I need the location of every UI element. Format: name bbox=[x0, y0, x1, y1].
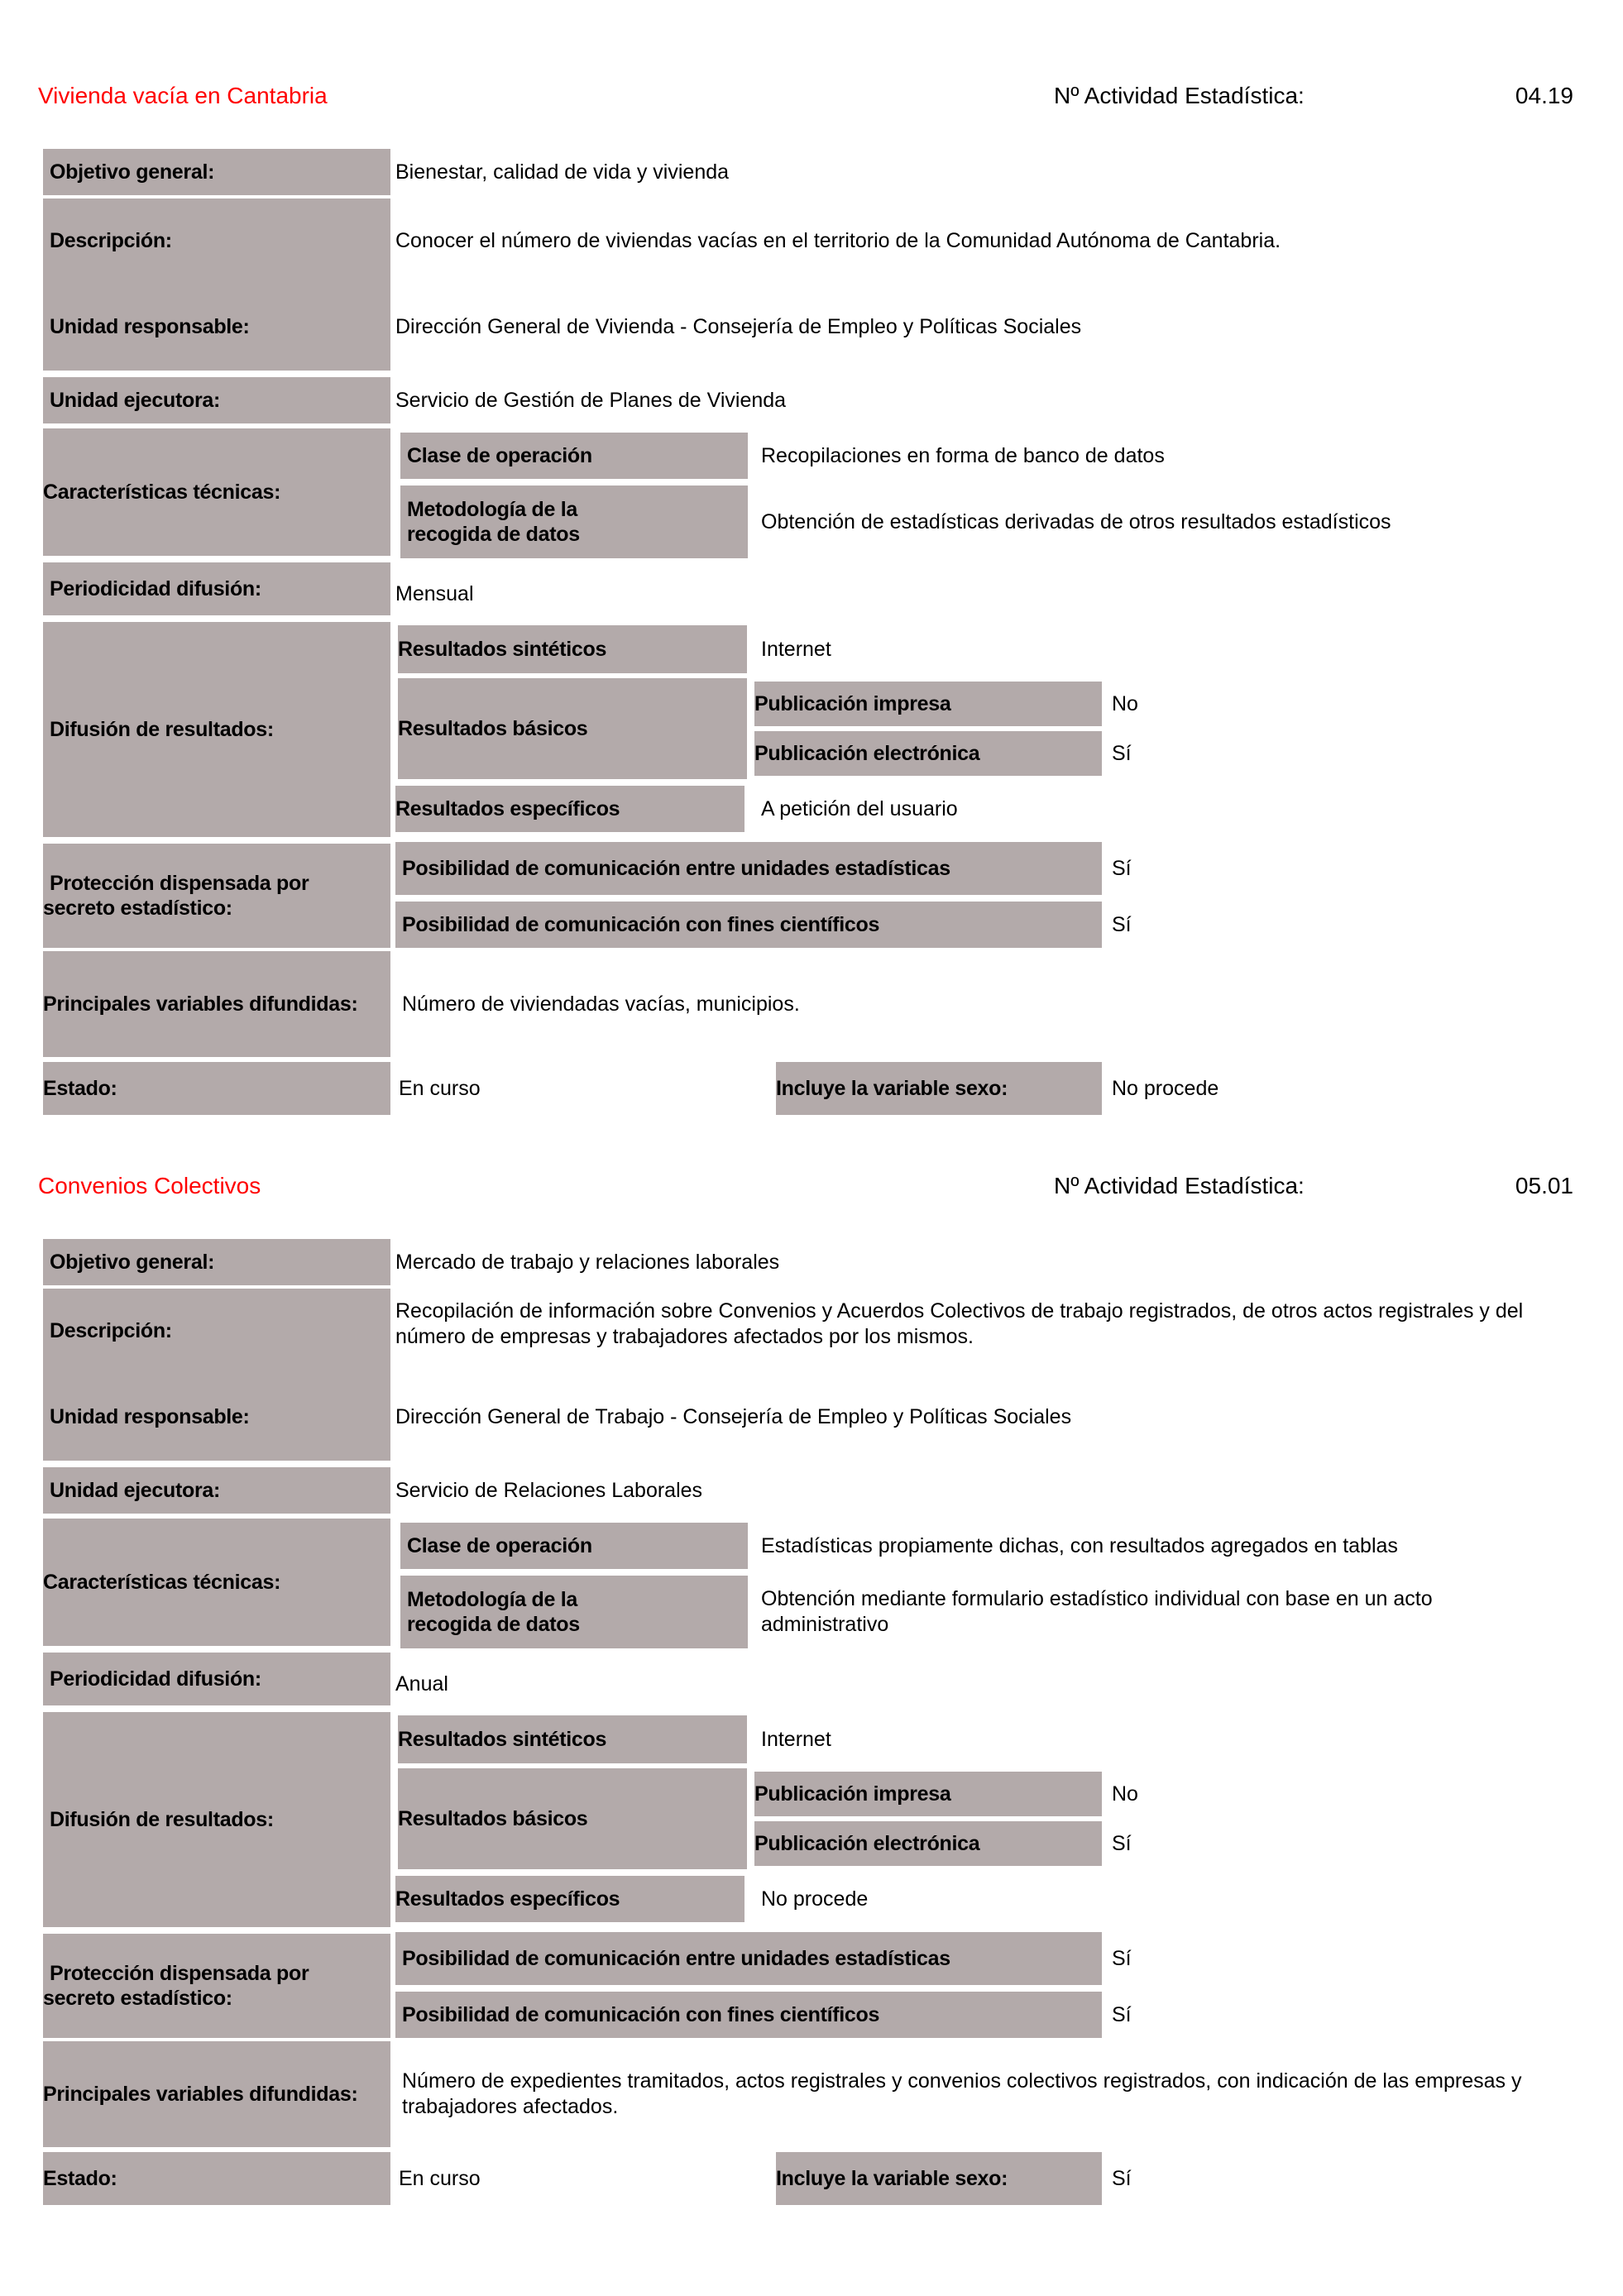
periodicidad-value: Mensual bbox=[395, 581, 474, 605]
estado-label: Estado: bbox=[43, 1062, 390, 1115]
unidad-responsable-value: Dirección General de Vivienda - Consejería de Empleo y Políticas Sociales bbox=[395, 314, 1082, 338]
activity-number-label: Nº Actividad Estadística: bbox=[1054, 83, 1305, 108]
activity-number: 05.01 bbox=[1515, 1173, 1573, 1198]
record-convenios bbox=[0, 1090, 1623, 2248]
metodologia-value: Obtención de estadísticas derivadas de otros resultados estadísticos bbox=[761, 509, 1391, 533]
especificos-label: Resultados específicos bbox=[395, 1876, 744, 1922]
basicos-label: Resultados básicos bbox=[398, 678, 747, 779]
caracteristicas-label: Características técnicas: bbox=[43, 428, 390, 556]
clase-value: Recopilaciones en forma de banco de datos bbox=[761, 443, 1165, 467]
metodologia-label-line2: recogida de datos bbox=[407, 523, 580, 546]
estado-value: En curso bbox=[399, 2166, 481, 2190]
sinteticos-label: Resultados sintéticos bbox=[398, 1715, 747, 1763]
basicos-label: Resultados básicos bbox=[398, 1768, 747, 1869]
proteccion-label bbox=[43, 1934, 390, 2038]
metodologia-value: Obtención mediante formulario estadístico individual con base en un acto administrativo bbox=[761, 1587, 1433, 1636]
proteccion-label-line1: Protección dispensada por bbox=[50, 1962, 309, 1985]
sexo-value: No procede bbox=[1112, 1076, 1219, 1100]
activity-number-label: Nº Actividad Estadística: bbox=[1054, 1173, 1305, 1198]
unidad-ejecutora-label: Unidad ejecutora: bbox=[43, 377, 390, 423]
periodicidad-label: Periodicidad difusión: bbox=[43, 1653, 390, 1705]
record-title: Convenios Colectivos bbox=[38, 1173, 261, 1198]
sexo-label: Incluye la variable sexo: bbox=[776, 2152, 1102, 2205]
objetivo-value: Bienestar, calidad de vida y vivienda bbox=[395, 160, 730, 184]
estado-value: En curso bbox=[399, 1076, 481, 1100]
periodicidad-value: Anual bbox=[395, 1672, 448, 1696]
caracteristicas-label: Características técnicas: bbox=[43, 1519, 390, 1646]
com-unidades-value: Sí bbox=[1112, 1946, 1132, 1970]
impresa-value: No bbox=[1112, 1782, 1138, 1806]
impresa-label: Publicación impresa bbox=[754, 682, 1102, 726]
com-fines-value: Sí bbox=[1112, 912, 1132, 936]
com-unidades-label: Posibilidad de comunicación entre unidades estadísticas bbox=[395, 1932, 1102, 1985]
unidad-ejecutora-value: Servicio de Relaciones Laborales bbox=[395, 1478, 703, 1502]
unidad-responsable-value: Dirección General de Trabajo - Consejería de Empleo y Políticas Sociales bbox=[395, 1404, 1072, 1428]
record-title: Vivienda vacía en Cantabria bbox=[38, 83, 328, 108]
descripcion-label: Descripción: bbox=[43, 1289, 390, 1373]
proteccion-label-line2: secreto estadístico: bbox=[43, 1987, 232, 2010]
impresa-label: Publicación impresa bbox=[754, 1772, 1102, 1816]
sinteticos-label: Resultados sintéticos bbox=[398, 625, 747, 673]
estado-label: Estado: bbox=[43, 2152, 390, 2205]
variables-value: Número de viviendadas vacías, municipios. bbox=[402, 992, 800, 1016]
objetivo-value: Mercado de trabajo y relaciones laborales bbox=[395, 1250, 780, 1274]
electronica-label: Publicación electrónica bbox=[754, 1821, 1102, 1866]
proteccion-label-line1: Protección dispensada por bbox=[50, 872, 309, 895]
descripcion-label: Descripción: bbox=[43, 199, 390, 283]
sexo-label: Incluye la variable sexo: bbox=[776, 1062, 1102, 1115]
objetivo-label: Objetivo general: bbox=[43, 149, 390, 195]
metodologia-label-line1: Metodología de la bbox=[407, 498, 578, 521]
descripcion-value: Recopilación de información sobre Convenios y Acuerdos Colectivos de trabajo registrados, de otros actos registrales y del número de empresas y trabajadores afectados por los mismos. bbox=[395, 1299, 1524, 1348]
especificos-value: A petición del usuario bbox=[761, 796, 958, 820]
especificos-label: Resultados específicos bbox=[395, 786, 744, 832]
unidad-ejecutora-label: Unidad ejecutora: bbox=[43, 1467, 390, 1514]
unidad-ejecutora-value: Servicio de Gestión de Planes de Vivienda bbox=[395, 388, 787, 412]
com-fines-value: Sí bbox=[1112, 2002, 1132, 2026]
metodologia-label bbox=[400, 1576, 748, 1648]
clase-label: Clase de operación bbox=[400, 433, 748, 479]
clase-label: Clase de operación bbox=[400, 1523, 748, 1569]
variables-value: Número de expedientes tramitados, actos registrales y convenios colectivos registrados, con indicación de las empresas y trabajadores afectados. bbox=[402, 2069, 1522, 2118]
descripcion-value: Conocer el número de viviendas vacías en el territorio de la Comunidad Autónoma de Cantabria. bbox=[395, 228, 1281, 252]
activity-number: 04.19 bbox=[1515, 83, 1573, 108]
proteccion-label bbox=[43, 844, 390, 948]
variables-label: Principales variables difundidas: bbox=[43, 951, 390, 1057]
electronica-label: Publicación electrónica bbox=[754, 731, 1102, 776]
variables-label: Principales variables difundidas: bbox=[43, 2041, 390, 2147]
sinteticos-value: Internet bbox=[761, 637, 831, 661]
proteccion-label-line2: secreto estadístico: bbox=[43, 897, 232, 920]
objetivo-label: Objetivo general: bbox=[43, 1239, 390, 1285]
com-unidades-label: Posibilidad de comunicación entre unidades estadísticas bbox=[395, 842, 1102, 895]
difusion-label: Difusión de resultados: bbox=[43, 1712, 390, 1927]
unidad-responsable-label: Unidad responsable: bbox=[43, 1373, 390, 1461]
periodicidad-label: Periodicidad difusión: bbox=[43, 562, 390, 615]
com-fines-label: Posibilidad de comunicación con fines científicos bbox=[395, 902, 1102, 948]
especificos-value: No procede bbox=[761, 1887, 869, 1911]
electronica-value: Sí bbox=[1112, 741, 1132, 765]
record-vivienda bbox=[0, 0, 1623, 1100]
com-unidades-value: Sí bbox=[1112, 856, 1132, 880]
clase-value: Estadísticas propiamente dichas, con resultados agregados en tablas bbox=[761, 1533, 1398, 1557]
impresa-value: No bbox=[1112, 691, 1138, 715]
com-fines-label: Posibilidad de comunicación con fines científicos bbox=[395, 1992, 1102, 2038]
metodologia-label-line1: Metodología de la bbox=[407, 1588, 578, 1611]
metodologia-label bbox=[400, 486, 748, 558]
unidad-responsable-label: Unidad responsable: bbox=[43, 283, 390, 371]
metodologia-label-line2: recogida de datos bbox=[407, 1613, 580, 1636]
difusion-label: Difusión de resultados: bbox=[43, 622, 390, 837]
electronica-value: Sí bbox=[1112, 1831, 1132, 1855]
sinteticos-value: Internet bbox=[761, 1727, 831, 1751]
sexo-value: Sí bbox=[1112, 2166, 1132, 2190]
